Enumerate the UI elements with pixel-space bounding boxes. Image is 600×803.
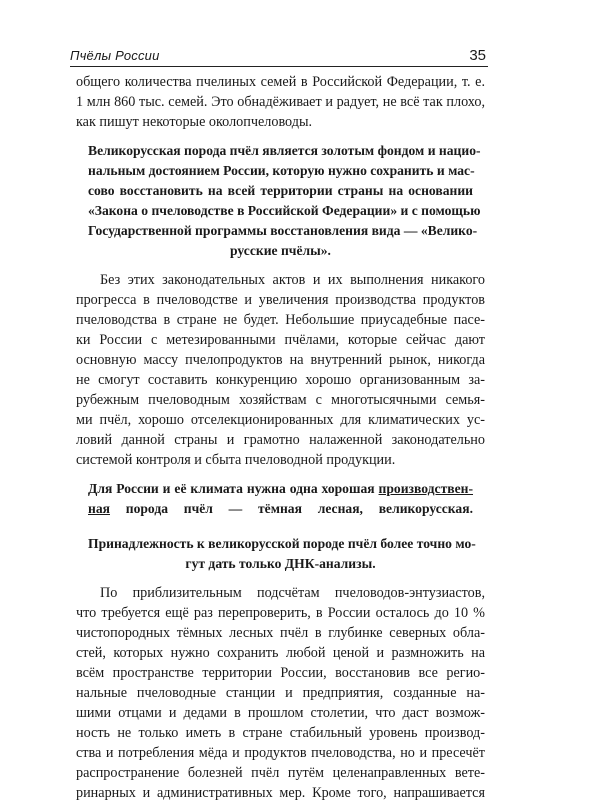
- underlined-word: ная: [88, 501, 110, 516]
- text-line: ства и потребления мёда и продуктов пчеловодства, но и пресечёт: [76, 745, 485, 761]
- text-line: пчеловодства в стране не будет. Небольшие приусадебные пасе-: [76, 312, 485, 328]
- text-line: что требуется ещё раз перепроверить, в России осталось до 10 %: [76, 605, 485, 621]
- text-line: Без этих законодательных актов и их выполнения никакого: [100, 272, 485, 288]
- highlight-breed: [76, 479, 485, 519]
- text-line: как пишут некоторые околопчеловоды.: [76, 114, 313, 130]
- body-text: [76, 72, 485, 803]
- text-fragment: Для России и её климата нужна одна хорошая: [88, 481, 379, 496]
- text-line: нальные пчеловодные станции и предприятия, созданные на-: [76, 685, 485, 701]
- text-line: сово восстановить на всей территории страны на основании: [88, 183, 473, 198]
- text-line: гут дать только ДНК-анализы.: [185, 556, 376, 571]
- text-line: распространение болезней пчёл путём целенаправленных вете-: [76, 765, 485, 781]
- text-line: 1 млн 860 тыс. семей. Это обнадёживает и радует, не всё так плохо,: [76, 94, 485, 110]
- paragraph-estimates: [76, 583, 485, 803]
- text-line: нальным достоянием России, которую нужно сохранить и мас-: [88, 163, 475, 178]
- text-line: ринарных и административных мер. Кроме того, напрашивается: [76, 785, 485, 801]
- paragraph-continued: [76, 72, 485, 132]
- text-line: ность не только иметь в стране стабильный уровень производ-: [76, 725, 485, 741]
- text-fragment: порода пчёл — тёмная лесная, великорусская.: [109, 501, 473, 516]
- highlight-golden-fund: [76, 141, 485, 261]
- text-line: Великорусская порода пчёл является золотым фондом и нацио-: [88, 143, 481, 158]
- text-line: основную массу пчелопродуктов на внутренний рынок, никогда: [76, 352, 485, 368]
- running-title: Пчёлы России: [70, 48, 160, 63]
- text-line: [88, 499, 473, 519]
- text-line: ки России с метезированными пчёлами, которые сейчас дают: [76, 332, 485, 348]
- text-line: шими отцами и дедами в прошлом столетии, что даст возмож-: [76, 705, 485, 721]
- text-line: ловий данной страны и грамотно налаженной законодательно: [76, 432, 485, 448]
- underlined-word: производствен-: [378, 481, 473, 496]
- text-line: общего количества пчелиных семей в Российской Федерации, т. е.: [76, 74, 485, 90]
- text-line: всём пространстве территории России, восстановив все регио-: [76, 665, 485, 681]
- text-line: рубежным пчеловодным хозяйствам с многотысячными семья-: [76, 392, 485, 408]
- running-header: [70, 44, 488, 67]
- text-line: не смогут составить конкуренцию хорошо организованным за-: [76, 372, 485, 388]
- page-number: 35: [469, 47, 486, 64]
- text-line: [88, 479, 473, 499]
- text-line: стей, которых нужно сохранить любой ценой и размножить на: [76, 645, 485, 661]
- text-line: По приблизительным подсчётам пчеловодов-энтузиастов,: [100, 585, 485, 601]
- text-line: прогресса в пчеловодстве и увеличения производства продуктов: [76, 292, 485, 308]
- highlight-dna: [76, 534, 485, 574]
- text-line: чистопородных тёмных лесных пчёл в глубинке северных обла-: [76, 625, 485, 641]
- text-line: русские пчёлы».: [230, 243, 331, 258]
- text-line: «Закона о пчеловодстве в Российской Федерации» и с помощью: [88, 203, 481, 218]
- text-line: системой контроля и сбыта пчеловодной продукции.: [76, 452, 396, 468]
- text-line: Принадлежность к великорусской породе пчёл более точно мо-: [88, 536, 476, 551]
- text-line: Государственной программы восстановления вида — «Велико-: [88, 223, 478, 238]
- text-line: ми пчёл, хорошо отселекционированных для климатических ус-: [76, 412, 485, 428]
- paragraph-legislation: [76, 270, 485, 470]
